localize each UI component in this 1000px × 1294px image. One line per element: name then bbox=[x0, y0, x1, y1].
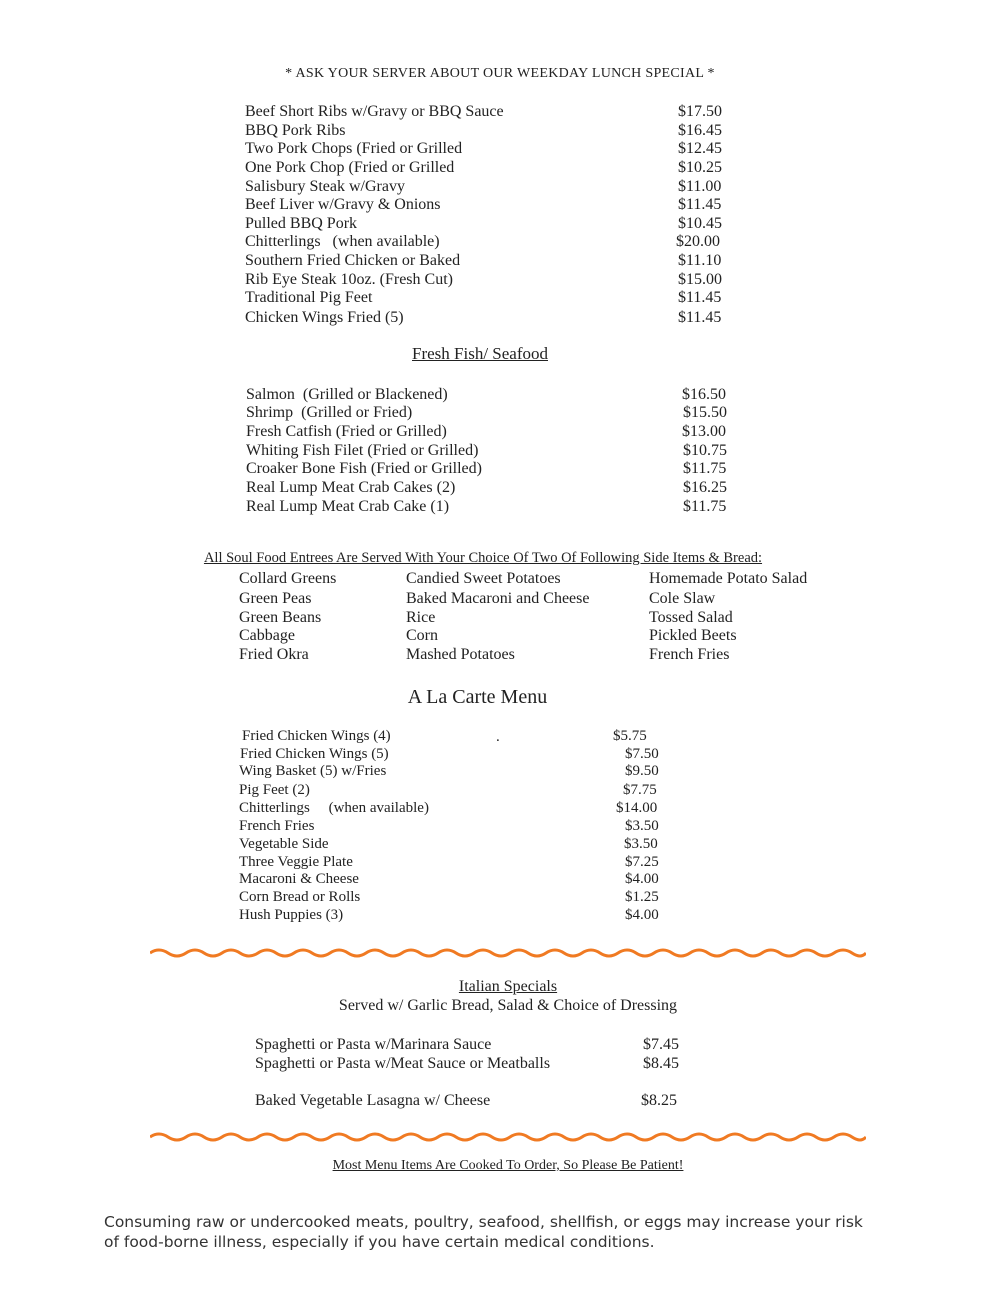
item-name: One Pork Chop (Fried or Grilled bbox=[245, 159, 455, 176]
patience-note: Most Menu Items Are Cooked To Order, So Please Be Patient! bbox=[332, 1158, 684, 1173]
menu-item bbox=[246, 441, 736, 460]
item-name: Pig Feet (2) bbox=[239, 782, 310, 798]
item-name: Two Pork Chops (Fried or Grilled bbox=[245, 140, 463, 157]
menu-item bbox=[245, 139, 735, 158]
menu-item bbox=[239, 889, 669, 907]
side-item: Corn bbox=[406, 627, 438, 644]
item-name: Fried Chicken Wings (4) bbox=[242, 728, 391, 744]
item-price: $10.25 bbox=[678, 159, 722, 176]
menu-item bbox=[239, 763, 669, 781]
item-name: Beef Liver w/Gravy & Onions bbox=[245, 196, 441, 213]
item-name: Fried Chicken Wings (5) bbox=[240, 746, 389, 762]
item-name: Pulled BBQ Pork bbox=[245, 215, 358, 232]
food-safety-warning bbox=[104, 1212, 964, 1252]
menu-item bbox=[240, 746, 670, 764]
side-item: French Fries bbox=[649, 646, 730, 663]
item-name: Chitterlings (when available) bbox=[239, 800, 429, 816]
menu-item bbox=[239, 800, 669, 818]
item-price: $16.25 bbox=[683, 479, 727, 496]
item-price: $7.25 bbox=[625, 854, 659, 870]
item-name: Rib Eye Steak 10oz. (Fresh Cut) bbox=[245, 271, 453, 288]
menu-item bbox=[239, 871, 669, 889]
menu-item bbox=[245, 288, 735, 307]
item-name: Vegetable Side bbox=[239, 836, 329, 852]
side-item: Candied Sweet Potatoes bbox=[406, 570, 561, 587]
alacarte-heading: A La Carte Menu bbox=[407, 686, 548, 708]
stray-dot: . bbox=[496, 729, 500, 745]
wave-divider bbox=[150, 947, 866, 959]
item-name: Chitterlings (when available) bbox=[245, 233, 440, 250]
item-price: $3.50 bbox=[625, 818, 659, 834]
side-item: Cabbage bbox=[239, 627, 295, 644]
lunch-special-banner: * ASK YOUR SERVER ABOUT OUR WEEKDAY LUNCH SPECIAL * bbox=[285, 66, 715, 81]
menu-item bbox=[245, 214, 735, 233]
item-name: French Fries bbox=[239, 818, 315, 834]
menu-item bbox=[246, 497, 736, 516]
menu-item bbox=[246, 459, 736, 478]
item-price: $10.75 bbox=[683, 442, 727, 459]
menu-item bbox=[245, 232, 735, 251]
menu-item bbox=[242, 728, 672, 746]
menu-item bbox=[255, 1035, 695, 1054]
menu-item bbox=[255, 1054, 695, 1073]
side-item: Rice bbox=[406, 609, 436, 626]
item-price: $5.75 bbox=[613, 728, 647, 744]
italian-heading: Italian Specials bbox=[458, 978, 558, 995]
menu-item bbox=[245, 102, 735, 121]
item-price: $17.50 bbox=[678, 103, 722, 120]
menu-item bbox=[245, 158, 735, 177]
menu-item bbox=[239, 818, 669, 836]
menu-item bbox=[239, 782, 669, 800]
item-price: $8.45 bbox=[643, 1055, 679, 1072]
item-price: $11.45 bbox=[678, 289, 722, 306]
item-name: Fresh Catfish (Fried or Grilled) bbox=[246, 423, 447, 440]
side-item: Tossed Salad bbox=[649, 609, 733, 626]
item-name: Traditional Pig Feet bbox=[245, 289, 373, 306]
item-name: Three Veggie Plate bbox=[239, 854, 353, 870]
item-name: Spaghetti or Pasta w/Marinara Sauce bbox=[255, 1036, 492, 1053]
wave-divider bbox=[150, 1131, 866, 1143]
menu-item bbox=[246, 385, 736, 404]
menu-item bbox=[245, 270, 735, 289]
item-name: Shrimp (Grilled or Fried) bbox=[246, 404, 413, 421]
item-name: Beef Short Ribs w/Gravy or BBQ Sauce bbox=[245, 103, 504, 120]
warning-line: Consuming raw or undercooked meats, poultry, seafood, shellfish, or eggs may increase your risk bbox=[104, 1213, 863, 1231]
menu-item bbox=[245, 195, 735, 214]
side-item: Pickled Beets bbox=[649, 627, 737, 644]
side-item: Green Peas bbox=[239, 590, 312, 607]
item-name: Baked Vegetable Lasagna w/ Cheese bbox=[255, 1092, 491, 1109]
item-name: Salmon (Grilled or Blackened) bbox=[246, 386, 448, 403]
side-item: Fried Okra bbox=[239, 646, 309, 663]
item-name: Croaker Bone Fish (Fried or Grilled) bbox=[246, 460, 482, 477]
item-price: $1.25 bbox=[625, 889, 659, 905]
item-price: $3.50 bbox=[624, 836, 658, 852]
item-price: $7.45 bbox=[643, 1036, 679, 1053]
menu-item bbox=[245, 121, 735, 140]
side-item: Homemade Potato Salad bbox=[649, 570, 808, 587]
item-name: Wing Basket (5) w/Fries bbox=[239, 763, 387, 779]
item-name: Whiting Fish Filet (Fried or Grilled) bbox=[246, 442, 479, 459]
item-price: $8.25 bbox=[641, 1092, 677, 1109]
item-price: $11.75 bbox=[683, 460, 727, 477]
menu-item bbox=[239, 907, 669, 925]
sides-heading: All Soul Food Entrees Are Served With Your Choice Of Two Of Following Side Items & Bread: bbox=[203, 550, 763, 566]
item-name: Real Lump Meat Crab Cakes (2) bbox=[246, 479, 456, 496]
item-name: BBQ Pork Ribs bbox=[245, 122, 346, 139]
side-item: Green Beans bbox=[239, 609, 322, 626]
item-price: $14.00 bbox=[616, 800, 658, 816]
item-name: Chicken Wings Fried (5) bbox=[245, 309, 404, 326]
item-price: $20.00 bbox=[676, 233, 720, 250]
item-name: Hush Puppies (3) bbox=[239, 907, 344, 923]
menu-item bbox=[245, 177, 735, 196]
item-name: Corn Bread or Rolls bbox=[239, 889, 361, 905]
menu-item bbox=[239, 836, 669, 854]
item-price: $7.75 bbox=[623, 782, 657, 798]
menu-item bbox=[245, 308, 735, 327]
side-item: Collard Greens bbox=[239, 570, 337, 587]
side-item: Baked Macaroni and Cheese bbox=[406, 590, 590, 607]
menu-item bbox=[245, 251, 735, 270]
item-name: Salisbury Steak w/Gravy bbox=[245, 178, 405, 195]
item-price: $4.00 bbox=[625, 907, 659, 923]
menu-item bbox=[246, 422, 736, 441]
item-name: Spaghetti or Pasta w/Meat Sauce or Meatballs bbox=[255, 1055, 551, 1072]
item-price: $9.50 bbox=[625, 763, 659, 779]
item-price: $16.50 bbox=[682, 386, 726, 403]
item-price: $11.00 bbox=[678, 178, 722, 195]
item-price: $11.10 bbox=[678, 252, 722, 269]
item-price: $11.45 bbox=[678, 196, 722, 213]
item-price: $15.50 bbox=[683, 404, 727, 421]
item-name: Southern Fried Chicken or Baked bbox=[245, 252, 461, 269]
item-price: $13.00 bbox=[682, 423, 726, 440]
warning-line: of food-borne illness, especially if you have certain medical conditions. bbox=[104, 1233, 655, 1251]
item-price: $4.00 bbox=[625, 871, 659, 887]
side-item: Mashed Potatoes bbox=[406, 646, 515, 663]
item-price: $15.00 bbox=[678, 271, 722, 288]
item-price: $11.75 bbox=[683, 498, 727, 515]
seafood-heading: Fresh Fish/ Seafood bbox=[412, 344, 548, 363]
menu-item bbox=[246, 403, 736, 422]
italian-subtitle: Served w/ Garlic Bread, Salad & Choice of Dressing bbox=[338, 997, 678, 1014]
menu-item bbox=[255, 1091, 695, 1110]
item-price: $11.45 bbox=[678, 309, 722, 326]
menu-item bbox=[239, 854, 669, 872]
item-price: $10.45 bbox=[678, 215, 722, 232]
menu-item bbox=[246, 478, 736, 497]
item-price: $7.50 bbox=[625, 746, 659, 762]
item-price: $12.45 bbox=[678, 140, 722, 157]
item-name: Real Lump Meat Crab Cake (1) bbox=[246, 498, 450, 515]
item-price: $16.45 bbox=[678, 122, 722, 139]
item-name: Macaroni & Cheese bbox=[239, 871, 359, 887]
side-item: Cole Slaw bbox=[649, 590, 716, 607]
